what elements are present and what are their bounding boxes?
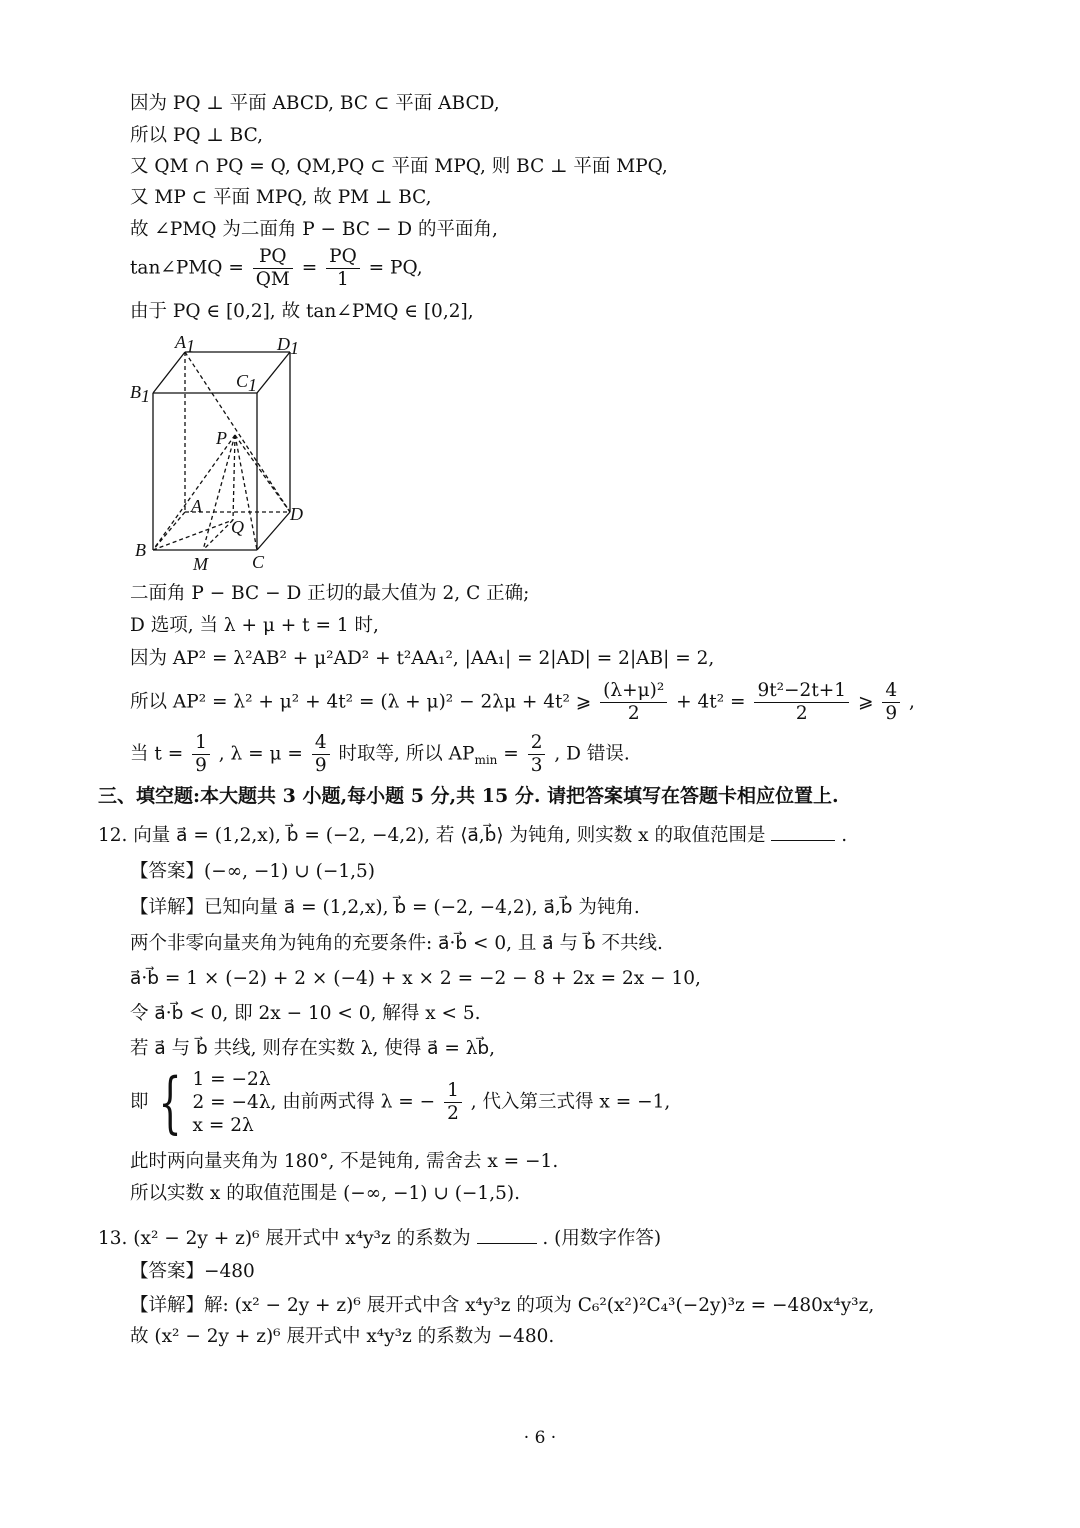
- solution-line-3: 又 QM ∩ PQ = Q, QM,PQ ⊂ 平面 MPQ, 则 BC ⊥ 平面 MPQ,: [130, 156, 668, 177]
- question-13-stem: 13. (x² − 2y + z)⁶ 展开式中 x⁴y³z 的系数为 . (用数字作答): [98, 1225, 661, 1251]
- equality-condition: 当 t = $\frac{1}{9}$ , λ = μ = $\frac{4}{9}$ 时取等, 所以 $AP_{min}$ = $\frac{2}{3}$ , D 错误.: [130, 732, 630, 776]
- label-B: B: [135, 540, 146, 560]
- q12-system: 即 { 1 = −2λ 2 = −4λ x = 2λ , 由前两式得 λ = − $\frac{1}{2}$ , 代入第三式得 x = −1,: [130, 1063, 671, 1141]
- solution-line-7: 由于 PQ ∈ [0,2], 故 tan∠PMQ ∈ [0,2],: [130, 301, 474, 322]
- solution-line-10: 因为 AP² = λ²AB² + μ²AD² + t²AA₁², |AA₁| = 2|AD| = 2|AB| = 2,: [130, 648, 715, 669]
- label-Q: Q: [231, 517, 244, 537]
- solution-line-9: D 选项, 当 λ + μ + t = 1 时,: [130, 615, 379, 636]
- label-B1: B1: [130, 382, 150, 406]
- q12-detail-7: 此时两向量夹角为 180°, 不是钝角, 需舍去 x = −1.: [130, 1151, 559, 1172]
- q12-answer: 【答案】(−∞, −1) ∪ (−1,5): [130, 861, 375, 882]
- ap-inequality: 所以 AP² = λ² + μ² + 4t² = (λ + μ)² − 2λμ + 4t² ⩾ $\frac{\text{(λ+μ)²}}{2}$ + 4t² = $\frac{\text{9t²−2t+1}}{2}$ ⩾ $\frac{4}{9}$ ,: [130, 680, 915, 724]
- label-A: A: [191, 496, 202, 516]
- solution-line-2: 所以 PQ ⊥ BC,: [130, 125, 263, 146]
- label-P: P: [216, 428, 227, 448]
- seg-QM: [203, 520, 233, 550]
- solution-line-4: 又 MP ⊂ 平面 MPQ, 故 PM ⊥ BC,: [130, 187, 432, 208]
- answer-blank: [477, 1225, 537, 1244]
- q12-detail-8: 所以实数 x 的取值范围是 (−∞, −1) ∪ (−1,5).: [130, 1183, 520, 1204]
- q12-detail-1: 【详解】已知向量 a⃗ = (1,2,x), b⃗ = (−2, −4,2), a⃗,b⃗ 为钝角.: [130, 897, 640, 918]
- answer-blank: [771, 822, 835, 841]
- edge-D1C1: [257, 352, 290, 393]
- q13-detail-2: 故 (x² − 2y + z)⁶ 展开式中 x⁴y³z 的系数为 −480.: [130, 1326, 555, 1347]
- edge-A1B1: [153, 352, 185, 393]
- solution-line-1: 因为 PQ ⊥ 平面 ABCD, BC ⊂ 平面 ABCD,: [130, 93, 500, 114]
- section-title: 三、填空题:本大题共 3 小题,每小题 5 分,共 15 分. 请把答案填写在答题卡相应位置上.: [98, 785, 839, 807]
- page-number: · 6 ·: [523, 1428, 557, 1448]
- q12-detail-3: a⃗·b⃗ = 1 × (−2) + 2 × (−4) + x × 2 = −2 − 8 + 2x = 2x − 10,: [130, 968, 701, 989]
- left-brace: {: [157, 1063, 182, 1141]
- seg-PB: [153, 435, 235, 550]
- seg-PQ: [233, 435, 235, 520]
- edge-CD: [257, 512, 290, 550]
- tan-equation: tan∠PMQ = $\frac{PQ}{QM}$ = $\frac{PQ}{1}$ = PQ,: [130, 246, 423, 290]
- question-12-stem: 12. 向量 a⃗ = (1,2,x), b⃗ = (−2, −4,2), 若 ⟨a⃗,b⃗⟩ 为钝角, 则实数 x 的取值范围是 .: [98, 822, 847, 848]
- q12-detail-4: 令 a⃗·b⃗ < 0, 即 2x − 10 < 0, 解得 x < 5.: [130, 1003, 481, 1024]
- seg-PD: [235, 435, 290, 512]
- solution-line-8: 二面角 P − BC − D 正切的最大值为 2, C 正确;: [130, 583, 530, 604]
- q13-detail-1: 【详解】解: (x² − 2y + z)⁶ 展开式中含 x⁴y³z 的项为 C₆²(x²)²C₄³(−2y)³z = −480x⁴y³z,: [130, 1295, 875, 1316]
- label-C: C: [252, 552, 265, 572]
- label-M: M: [193, 554, 208, 574]
- q12-detail-2: 两个非零向量夹角为钝角的充要条件: a⃗·b⃗ < 0, 且 a⃗ 与 b⃗ 不共线.: [130, 933, 663, 954]
- label-D1: D1: [277, 334, 299, 358]
- q12-detail-5: 若 a⃗ 与 b⃗ 共线, 则存在实数 λ, 使得 a⃗ = λb⃗,: [130, 1038, 496, 1059]
- label-C1: C1: [236, 371, 258, 395]
- label-A1: A1: [175, 332, 195, 356]
- q13-answer: 【答案】−480: [130, 1261, 255, 1282]
- geometry-figure: [125, 330, 325, 578]
- label-D: D: [290, 504, 303, 524]
- solution-line-5: 故 ∠PMQ 为二面角 P − BC − D 的平面角,: [130, 219, 498, 240]
